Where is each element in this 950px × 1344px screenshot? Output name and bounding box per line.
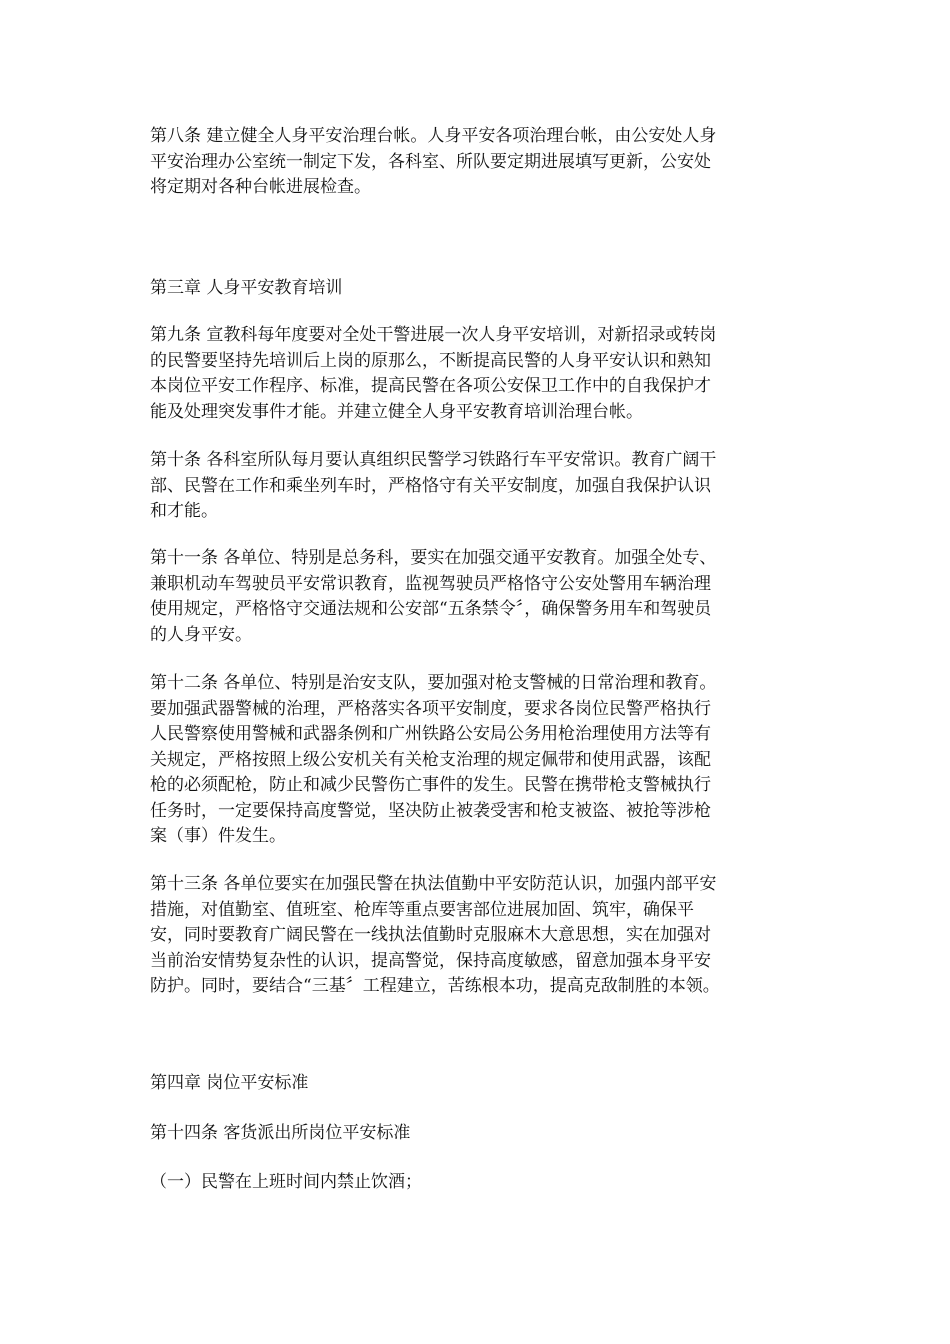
chapter-4-heading: 第四章 岗位平安标准 xyxy=(150,1073,309,1093)
list-item: （一）民警在上班时间内禁止饮酒； xyxy=(150,1172,422,1192)
text-line: 兼职机动车驾驶员平安常识教育，监视驾驶员严格恪守公安处警用车辆治理 xyxy=(150,573,711,594)
text-line: 第八条 建立健全人身平安治理台帐。人身平安各项治理台帐，由公安处人身 xyxy=(150,126,717,146)
text-line: 和才能。 xyxy=(150,501,218,521)
text-line: 当前治安情势复杂性的认识，提高警觉，保持高度敏感，留意加强本身平安 xyxy=(150,950,711,971)
article-8-paragraph xyxy=(150,124,798,201)
text-line: 的民警要坚持先培训后上岗的原那么，不断提高民警的人身平安认识和熟知 xyxy=(150,350,711,371)
text-line: 平安治理办公室统一制定下发，各科室、所队要定期进展填写更新，公安处 xyxy=(150,151,711,172)
text-line: 要加强武器警械的治理，严格落实各项平安制度，要求各岗位民警严格执行 xyxy=(150,698,711,719)
text-line: 部、民警在工作和乘坐列车时，严格恪守有关平安制度，加强自我保护认识 xyxy=(150,475,711,496)
text-line: 本岗位平安工作程序、标准，提高民警在各项公安保卫工作中的自我保护才 xyxy=(150,376,711,396)
text-line: 案（事）件发生。 xyxy=(150,826,286,846)
text-line: 的人身平安。 xyxy=(150,624,252,645)
text-line: 第九条 宣教科每年度要对全处干警进展一次人身平安培训，对新招录或转岗 xyxy=(150,325,717,345)
text-line: 将定期对各种台帐进展检查。 xyxy=(150,177,371,197)
text-line: 使用规定，严格恪守交通法规和公安部“五条禁令〞，确保警务用车和驾驶员 xyxy=(150,599,712,619)
article-13-paragraph xyxy=(150,872,798,1000)
text-line: 关规定，严格按照上级公安机关有关枪支治理的规定佩带和使用武器，该配 xyxy=(150,749,711,770)
article-10-paragraph xyxy=(150,448,798,525)
text-line: 安，同时要教育广阔民警在一线执法值勤时克服麻木大意思想，实在加强对 xyxy=(150,925,711,945)
text-line: 能及处理突发事件才能。并建立健全人身平安教育培训治理台帐。 xyxy=(150,401,643,422)
text-line: 第十条 各科室所队每月要认真组织民警学习铁路行车平安常识。教育广阔干 xyxy=(150,450,717,470)
article-12-paragraph xyxy=(150,671,798,850)
text-line: 枪的必须配枪，防止和减少民警伤亡事件的发生。民警在携带枪支警械执行 xyxy=(150,775,711,795)
article-14-heading: 第十四条 客货派出所岗位平安标准 xyxy=(150,1123,411,1143)
text-line: 防护。同时，要结合“三基〞工程建立，苦练根本功，提高克敌制胜的本领。 xyxy=(150,976,720,996)
text-line: 第十二条 各单位、特别是治安支队，要加强对枪支警械的日常治理和教育。 xyxy=(150,673,717,693)
article-11-paragraph xyxy=(150,546,798,648)
chapter-3-heading: 第三章 人身平安教育培训 xyxy=(150,278,343,298)
text-line: 任务时，一定要保持高度警觉，坚决防止被袭受害和枪支被盗、被抢等涉枪 xyxy=(150,800,711,821)
text-line: 第十三条 各单位要实在加强民警在执法值勤中平安防范认识，加强内部平安 xyxy=(150,874,717,894)
article-9-paragraph xyxy=(150,323,798,425)
text-line: 第十一条 各单位、特别是总务科，要实在加强交通平安教育。加强全处专、 xyxy=(150,548,717,568)
text-line: 人民警察使用警械和武器条例和广州铁路公安局公务用枪治理使用方法等有 xyxy=(150,724,711,744)
text-line: 措施，对值勤室、值班室、枪库等重点要害部位进展加固、筑牢，确保平 xyxy=(150,899,694,920)
